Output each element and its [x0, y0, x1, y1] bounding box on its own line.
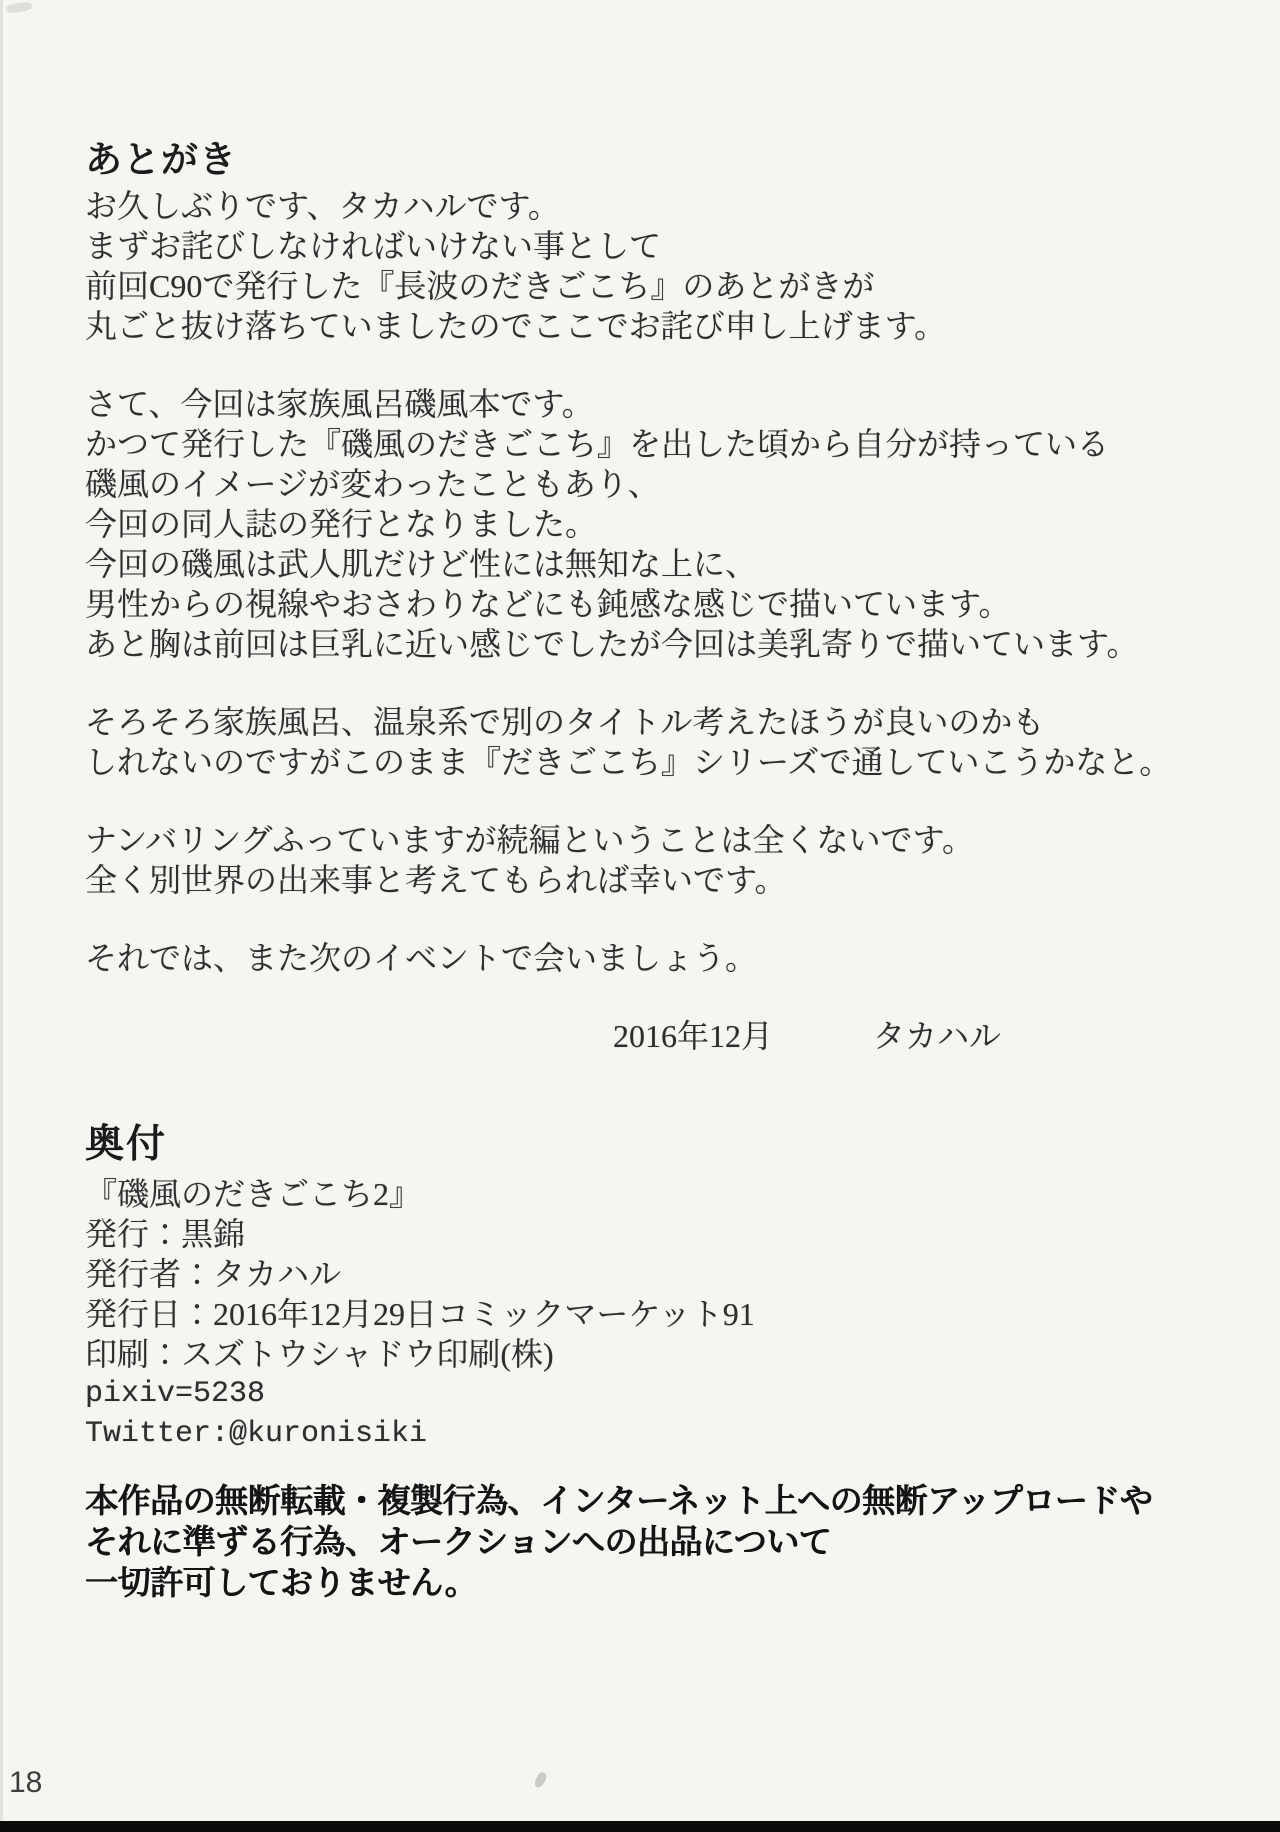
- afterword-line: それでは、また次のイベントで会いましょう。: [85, 940, 758, 976]
- colophon-printer-line: 印刷：スズトウシャドウ印刷(株): [85, 1336, 554, 1372]
- afterword-paragraph: [85, 186, 1235, 346]
- scan-artifact-mark: [6, 1, 33, 14]
- page-number: 18: [9, 1766, 43, 1799]
- afterword-line: 丸ごと抜け落ちていましたのでここでお詫び申し上げます。: [85, 308, 947, 344]
- notice-line: それに準ずる行為、オークションへの出品について: [85, 1523, 832, 1560]
- afterword-line: ナンバリングふっていますが続編ということは全くないです。: [85, 822, 974, 858]
- afterword-signoff: [85, 1016, 1235, 1056]
- signoff-date: 2016年12月: [613, 1018, 774, 1054]
- afterword-paragraph: [85, 938, 1235, 978]
- afterword-line: 前回C90で発行した『長波のだきごこち』のあとがきが: [85, 268, 875, 304]
- afterword-line: そろそろ家族風呂、温泉系で別のタイトル考えたほうが良いのかも: [85, 704, 1045, 740]
- afterword-line: あと胸は前回は巨乳に近い感じでしたが今回は美乳寄りで描いています。: [85, 626, 1139, 662]
- colophon-section: [85, 1122, 1235, 1454]
- signoff-author-name: タカハル: [873, 1018, 1002, 1054]
- afterword-line: かつて発行した『磯風のだきごこち』を出した頃から自分が持っている: [85, 426, 1110, 462]
- afterword-line: まずお詫びしなければいけない事として: [85, 228, 662, 264]
- afterword-section: [85, 138, 1235, 1056]
- afterword-paragraph: [85, 820, 1235, 900]
- afterword-line: しれないのですがこのまま『だきごこち』シリーズで通していこうかなと。: [85, 744, 1172, 780]
- afterword-line: 男性からの視線やおさわりなどにも鈍感な感じで描いています。: [85, 586, 1011, 622]
- smudge-mark: [533, 1771, 548, 1789]
- colophon-twitter-line: Twitter:@kuronisiki: [85, 1417, 428, 1451]
- afterword-line: 全く別世界の出来事と考えてもられば幸いです。: [85, 862, 787, 898]
- afterword-line: 磯風のイメージが変わったこともあり、: [85, 466, 660, 502]
- notice-line: 一切許可しておりません。: [85, 1564, 477, 1601]
- afterword-paragraph: [85, 702, 1235, 782]
- afterword-line: さて、今回は家族風呂磯風本です。: [85, 386, 594, 422]
- colophon-heading: 奥付: [85, 1123, 168, 1166]
- copyright-notice-section: [85, 1480, 1245, 1603]
- colophon-book-title: 『磯風のだきごこち2』: [85, 1176, 422, 1212]
- afterword-line: お久しぶりです、タカハルです。: [85, 188, 560, 224]
- colophon-date-line: 発行日：2016年12月29日コミックマーケット91: [85, 1296, 755, 1332]
- afterword-line: 今回の同人誌の発行となりました。: [85, 506, 598, 542]
- afterword-line: 今回の磯風は武人肌だけど性には無知な上に、: [85, 546, 758, 582]
- afterword-paragraph: [85, 384, 1235, 664]
- colophon-publisher-line: 発行：黒錦: [85, 1216, 246, 1252]
- afterword-heading: あとがき: [85, 139, 237, 180]
- scan-edge-bar: [0, 1821, 1280, 1832]
- colophon-author-line: 発行者：タカハル: [85, 1256, 342, 1292]
- colophon-pixiv-line: pixiv=5238: [85, 1377, 266, 1411]
- scan-edge-left: [0, 0, 3, 1821]
- notice-line: 本作品の無断転載・複製行為、インターネット上への無断アップロードや: [85, 1482, 1153, 1519]
